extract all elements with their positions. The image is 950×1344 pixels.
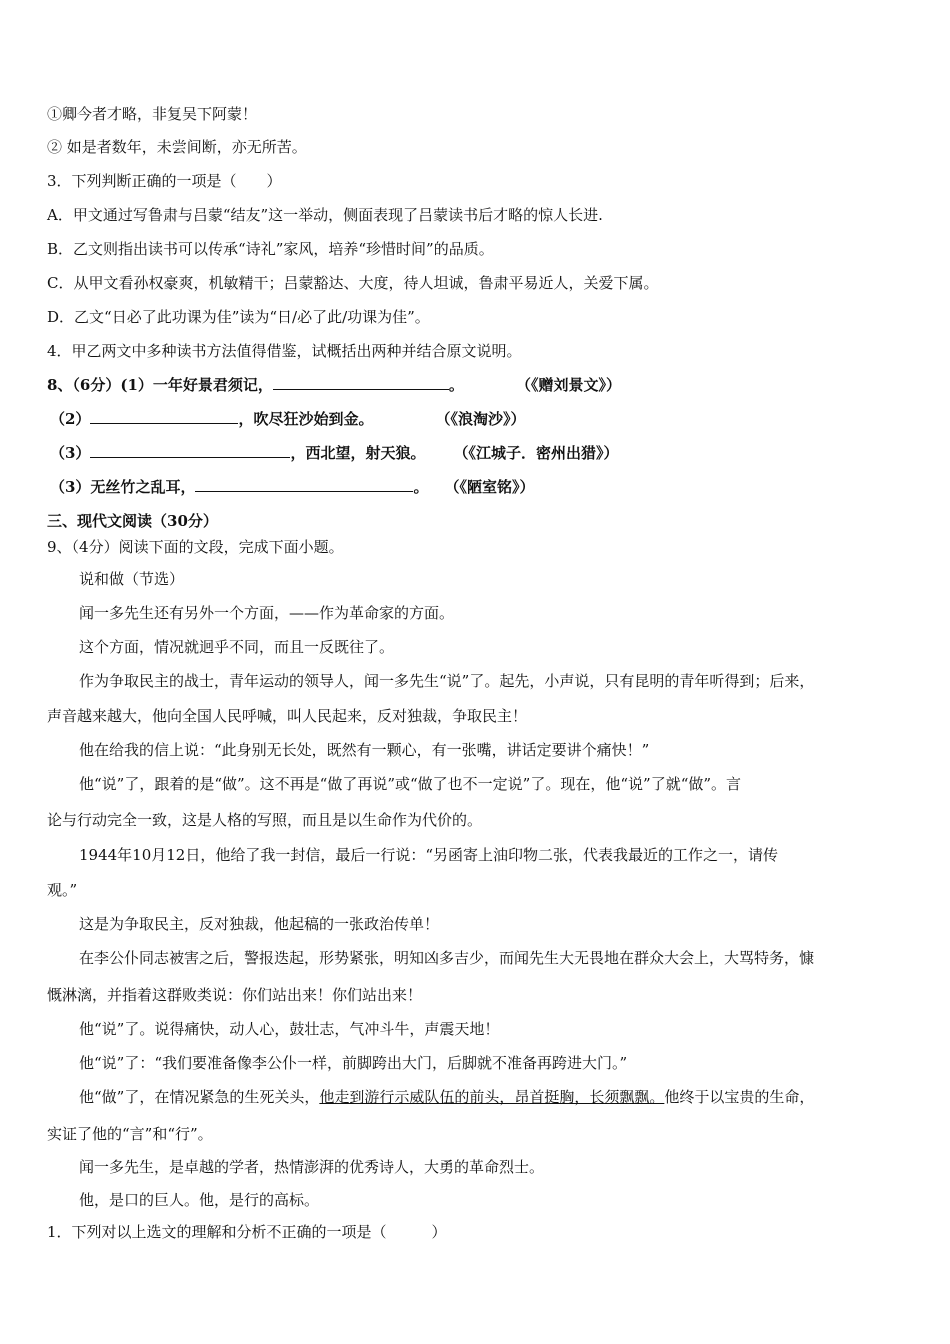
passage-paragraph <box>79 1087 814 1107</box>
source-jiang-cheng-zi: （《江城子．密州出猎》） <box>453 444 619 462</box>
question-8-line-3 <box>50 443 618 463</box>
passage-paragraph: 这是为争取民主，反对独裁，他起稿的一张政治传单！ <box>79 915 440 933</box>
passage-paragraph-cont: 论与行动完全一致，这是人格的写照，而且是以生命作为代价的。 <box>47 811 483 829</box>
punctuation: 。 <box>448 376 464 394</box>
question-3-stem: 3．下列判断正确的一项是（ ） <box>47 172 282 190</box>
passage-paragraph: 他，是口的巨人。他，是行的高标。 <box>79 1191 320 1209</box>
passage-paragraph: 1944年10月12日，他给了我一封信，最后一行说：“另函寄上油印物二张，代表我最近的工作之一，请传 <box>79 846 779 864</box>
item-number: （2） <box>50 410 91 428</box>
sub-question-1-stem: 1．下列对以上选文的理解和分析不正确的一项是（ ） <box>47 1223 447 1241</box>
source-lang-tao-sha: （《浪淘沙》） <box>435 410 526 428</box>
poem-line: ，吹尽狂沙始到金。 <box>238 410 374 428</box>
passage-paragraph-cont: 观。” <box>47 881 78 899</box>
passage-paragraph-cont: 声音越来越大，他向全国人民呼喊，叫人民起来，反对独裁，争取民主！ <box>47 707 528 725</box>
answer-blank-1[interactable] <box>273 375 449 390</box>
sentence-1: ①卿今者才略，非复吴下阿蒙！ <box>47 105 258 123</box>
section-3-heading: 三、现代文阅读（30分） <box>47 512 218 530</box>
question-3-option-b: B．乙文则指出读书可以传承“诗礼”家风，培养“珍惜时间”的品质。 <box>47 240 494 258</box>
passage-paragraph: 他“说”了，跟着的是“做”。这不再是“做了再说”或“做了也不一定说”了。现在，他“说”了就“做”。言 <box>79 775 742 793</box>
poem-line: ，西北望，射天狼。 <box>290 444 426 462</box>
item-number: （3） <box>50 444 91 462</box>
answer-blank-3[interactable] <box>90 443 290 458</box>
passage-paragraph: 在李公仆同志被害之后，警报迭起，形势紧张，明知凶多吉少，而闻先生大无畏地在群众大会上，大骂特务，慷 <box>79 949 815 967</box>
question-4: 4．甲乙两文中多种读书方法值得借鉴，试概括出两种并结合原文说明。 <box>47 342 522 360</box>
passage-paragraph: 作为争取民主的战士，青年运动的领导人，闻一多先生“说”了。起先，小声说，只有昆明的青年听得到；后来， <box>79 672 815 690</box>
question-8-line-2 <box>50 409 525 429</box>
passage-paragraph-cont: 慨淋漓，并指着这群败类说：你们站出来！你们站出来！ <box>47 986 423 1004</box>
question-3-option-a: A．甲文通过写鲁肃与吕蒙“结友”这一举动，侧面表现了吕蒙读书后才略的惊人长进. <box>47 206 603 224</box>
passage-paragraph: 这个方面，情况就迥乎不同，而且一反既往了。 <box>79 638 395 656</box>
source-zeng-liu-jingwen: （《赠刘景文》） <box>515 376 621 394</box>
poem-line: （3）无丝竹之乱耳， <box>50 478 196 496</box>
passage-paragraph: 他在给我的信上说：“此身别无长处，既然有一颗心，有一张嘴，讲话定要讲个痛快！” <box>79 741 650 759</box>
paragraph-text: 他“做”了，在情况紧急的生死关头， <box>79 1088 320 1106</box>
passage-paragraph: 闻一多先生还有另外一个方面，——作为革命家的方面。 <box>79 604 455 622</box>
question-8-line-1 <box>47 375 621 395</box>
question-3-option-d: D．乙文“日必了此功课为佳”读为“日/必了此/功课为佳”。 <box>47 308 430 326</box>
sentence-2: ② 如是者数年，未尝间断，亦无所苦。 <box>47 138 307 156</box>
passage-paragraph: 闻一多先生，是卓越的学者，热情澎湃的优秀诗人，大勇的革命烈士。 <box>79 1158 545 1176</box>
passage-paragraph-cont: 实证了他的“言”和“行”。 <box>47 1125 213 1143</box>
question-8-head: 8、（6分）(1）一年好景君须记， <box>47 376 273 394</box>
answer-blank-2[interactable] <box>90 409 238 424</box>
source-lou-shi-ming: （《陋室铭》） <box>444 478 535 496</box>
underlined-sentence: 他走到游行示威队伍的前头，昂首挺胸，长须飘飘。 <box>319 1088 665 1106</box>
punctuation: 。 <box>413 478 429 496</box>
passage-paragraph: 他“说”了。说得痛快，动人心，鼓壮志，气冲斗牛，声震天地！ <box>79 1020 500 1038</box>
question-3-option-c: C．从甲文看孙权豪爽，机敏精干；吕蒙豁达、大度，待人坦诚，鲁肃平易近人，关爱下属。 <box>47 274 659 292</box>
paragraph-text: 他终于以宝贵的生命， <box>664 1088 815 1106</box>
passage-title: 说和做（节选） <box>79 570 185 588</box>
question-9-intro: 9、（4分）阅读下面的文段，完成下面小题。 <box>47 538 344 556</box>
answer-blank-4[interactable] <box>195 477 413 492</box>
question-8-line-4 <box>50 477 534 497</box>
passage-paragraph: 他“说”了：“我们要准备像李公仆一样，前脚跨出大门，后脚就不准备再跨进大门。” <box>79 1054 628 1072</box>
